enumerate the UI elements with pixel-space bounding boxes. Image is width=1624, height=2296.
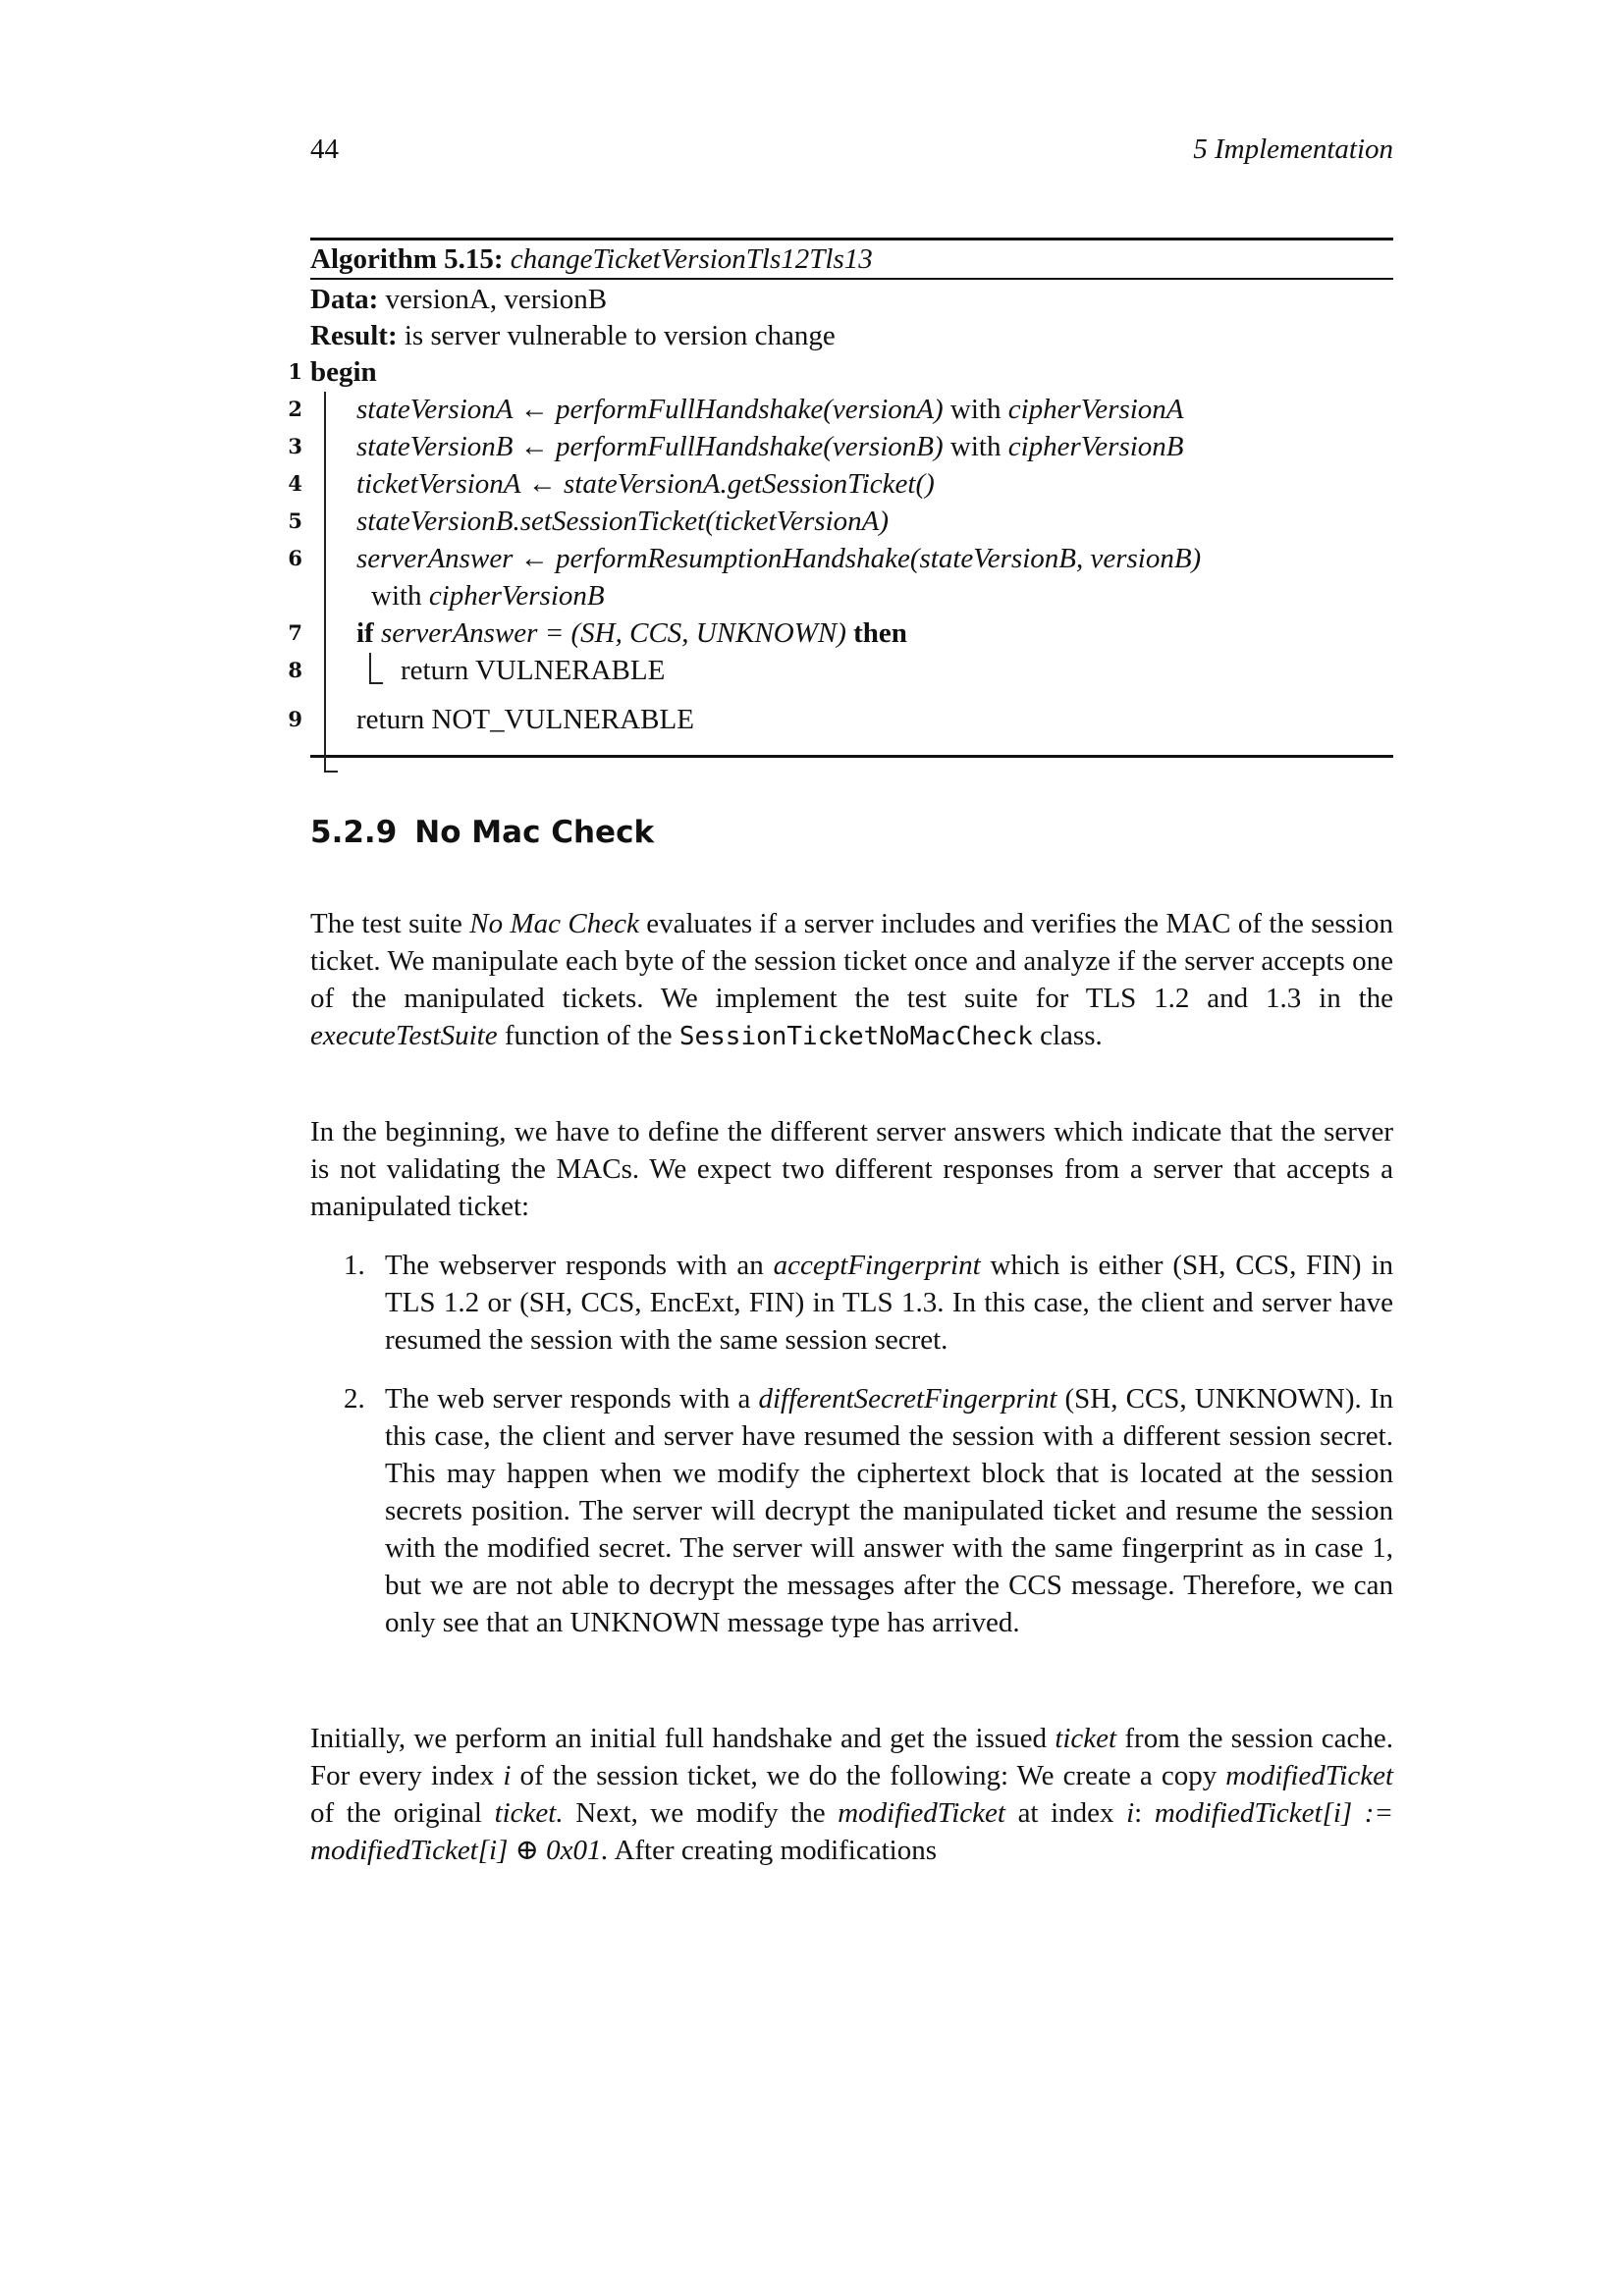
algorithm-result — [310, 318, 836, 353]
text-run: at index — [1017, 1797, 1114, 1829]
if-block-bar — [369, 653, 371, 682]
line-number: 8 — [288, 658, 302, 682]
var-cipher-version-a: cipherVersionA — [1007, 394, 1184, 425]
keyword-if: if — [356, 617, 374, 649]
text-run: class. — [1040, 1020, 1103, 1051]
text-run: The web server responds with a — [385, 1383, 751, 1415]
algorithm-name: changeTicketVersionTls12Tls13 — [510, 243, 873, 275]
algorithm-label: Algorithm 5.15: — [310, 243, 504, 275]
algorithm-line-6 — [288, 541, 1202, 576]
line-number: 4 — [288, 471, 302, 496]
section-heading — [310, 815, 654, 850]
paragraph-3 — [310, 1720, 1393, 1869]
data-value: versionA, versionB — [385, 284, 608, 315]
chapter-title: 5 Implementation — [1193, 133, 1393, 165]
algorithm-body — [288, 280, 1393, 755]
algorithm-line-6-continuation — [371, 578, 605, 614]
emph-accept-fingerprint: acceptFingerprint — [773, 1250, 981, 1281]
call-full-handshake-b: performFullHandshake(versionB) — [556, 431, 944, 462]
algorithm-line-2 — [288, 392, 1184, 427]
var-cipher-version-b: cipherVersionB — [428, 580, 605, 612]
emph-index-i: i — [503, 1760, 512, 1791]
algorithm-bottom-rule — [310, 755, 1393, 758]
return-vulnerable: return VULNERABLE — [401, 655, 666, 686]
text-run: of the session ticket, we do the following: We create a copy — [519, 1760, 1218, 1791]
algorithm-line-1 — [288, 354, 377, 390]
keyword-begin: begin — [310, 356, 377, 388]
return-not-vulnerable: return NOT_VULNERABLE — [356, 704, 694, 735]
algorithm-block — [288, 238, 1393, 758]
list-item — [310, 1247, 1393, 1359]
list-marker: 1. — [344, 1250, 365, 1281]
text-run: : — [1134, 1797, 1143, 1829]
with-keyword: with — [371, 580, 422, 612]
algorithm-line-7 — [288, 615, 907, 651]
text-run: After creating modifications — [614, 1835, 937, 1866]
assign-arrow: ← — [527, 468, 557, 500]
text-run: The webserver responds with an — [385, 1250, 764, 1281]
line-number: 2 — [288, 397, 302, 421]
text-run: The test suite — [310, 908, 462, 939]
list-marker: 2. — [344, 1383, 365, 1415]
emph-ticket: ticket — [1055, 1723, 1117, 1754]
line-number: 6 — [288, 546, 302, 570]
emph-ticket: ticket. — [494, 1797, 564, 1829]
keyword-then: then — [853, 617, 907, 649]
line-number: 9 — [288, 707, 302, 731]
formula-modification: modifiedTicket[i] := modifiedTicket[i] ⊕ 0x01. — [310, 1797, 1394, 1866]
algorithm-line-3 — [288, 429, 1184, 464]
text-run: evaluates if a server includes and verifies the MAC of the session ticket. We manipulate each byte of the session ticket once and analyze if the server accepts one of the manipulated tickets. We implement the test suite for TLS 1.2 and 1.3 in the — [310, 908, 1393, 1014]
with-keyword: with — [949, 431, 1001, 462]
page-header — [310, 133, 1393, 173]
text-run: of the original — [310, 1797, 482, 1829]
call-resumption-handshake: performResumptionHandshake(stateVersionB, versionB) — [555, 543, 1202, 574]
emph-modified-ticket: modifiedTicket — [838, 1797, 1005, 1829]
page-number: 44 — [310, 133, 339, 165]
line-number: 1 — [288, 359, 302, 384]
call-set-session-ticket: stateVersionB.setSessionTicket(ticketVersionA) — [356, 506, 890, 537]
text-run: function of the — [504, 1020, 673, 1051]
var-state-version-a: stateVersionA — [356, 394, 514, 425]
call-full-handshake-a: performFullHandshake(versionA) — [556, 394, 944, 425]
assign-arrow: ← — [519, 431, 549, 462]
var-cipher-version-b: cipherVersionB — [1007, 431, 1184, 462]
line-number: 7 — [288, 620, 302, 645]
emph-modified-ticket: modifiedTicket — [1225, 1760, 1394, 1791]
var-ticket-version-a: ticketVersionA — [356, 468, 521, 500]
emph-index-i: i — [1126, 1797, 1135, 1829]
line-number: 3 — [288, 434, 302, 458]
algorithm-line-4 — [288, 466, 935, 502]
assign-arrow: ← — [519, 543, 549, 574]
text-run: Initially, we perform an initial full handshake and get the issued — [310, 1723, 1048, 1754]
algorithm-line-8 — [288, 653, 666, 688]
with-keyword: with — [949, 394, 1001, 425]
begin-block-bar — [324, 392, 326, 771]
text-run: Next, we modify the — [575, 1797, 826, 1829]
data-label: Data: — [310, 284, 379, 315]
emph-test-suite-name: No Mac Check — [469, 908, 639, 939]
if-condition: serverAnswer = (SH, CCS, UNKNOWN) — [380, 617, 846, 649]
call-get-session-ticket: stateVersionA.getSessionTicket() — [564, 468, 935, 500]
if-block-end — [369, 682, 383, 684]
var-server-answer: serverAnswer — [356, 543, 514, 574]
paragraph-2: In the beginning, we have to define the different server answers which indicate that the server is not validating the MACs. We expect two different responses from a server that accepts a manipulated ticket: — [310, 1116, 1393, 1222]
assign-arrow: ← — [519, 394, 549, 425]
algorithm-caption — [310, 240, 1393, 278]
algorithm-line-9 — [288, 702, 694, 737]
line-number: 5 — [288, 508, 302, 533]
result-label: Result: — [310, 320, 398, 351]
text-run: (SH, CCS, UNKNOWN). In this case, the client and server have resumed the session with a different session secret. This may happen when we modify the ciphertext block that is located at the session secrets position. The server will decrypt the manipulated ticket and resume the session with the modified secret. The server will answer with the same fingerprint as in case 1, but we are not able to decrypt the messages after the CCS message. Therefore, we can only see that an UNKNOWN message type has arrived. — [385, 1383, 1394, 1638]
algorithm-line-5 — [288, 504, 890, 539]
list-item — [310, 1380, 1393, 1641]
section-title: No Mac Check — [414, 815, 655, 850]
begin-block-end — [324, 771, 338, 773]
paragraph-1 — [310, 905, 1393, 1055]
code-class-name: SessionTicketNoMacCheck — [678, 1022, 1033, 1051]
section-number: 5.2.9 — [310, 815, 398, 850]
enumerated-list — [310, 1247, 1393, 1663]
result-value: is server vulnerable to version change — [404, 320, 836, 351]
emph-different-secret-fingerprint: differentSecretFingerprint — [758, 1383, 1057, 1415]
text-run: which is either (SH, CCS, FIN) in TLS 1.2 or (SH, CCS, EncExt, FIN) in TLS 1.3. In this case, the client and server have resumed the session with the same session secret. — [385, 1250, 1394, 1356]
text-run: from the session cache. For every index — [310, 1723, 1394, 1791]
emph-function-name: executeTestSuite — [310, 1020, 498, 1051]
var-state-version-b: stateVersionB — [356, 431, 514, 462]
algorithm-data — [310, 282, 607, 317]
